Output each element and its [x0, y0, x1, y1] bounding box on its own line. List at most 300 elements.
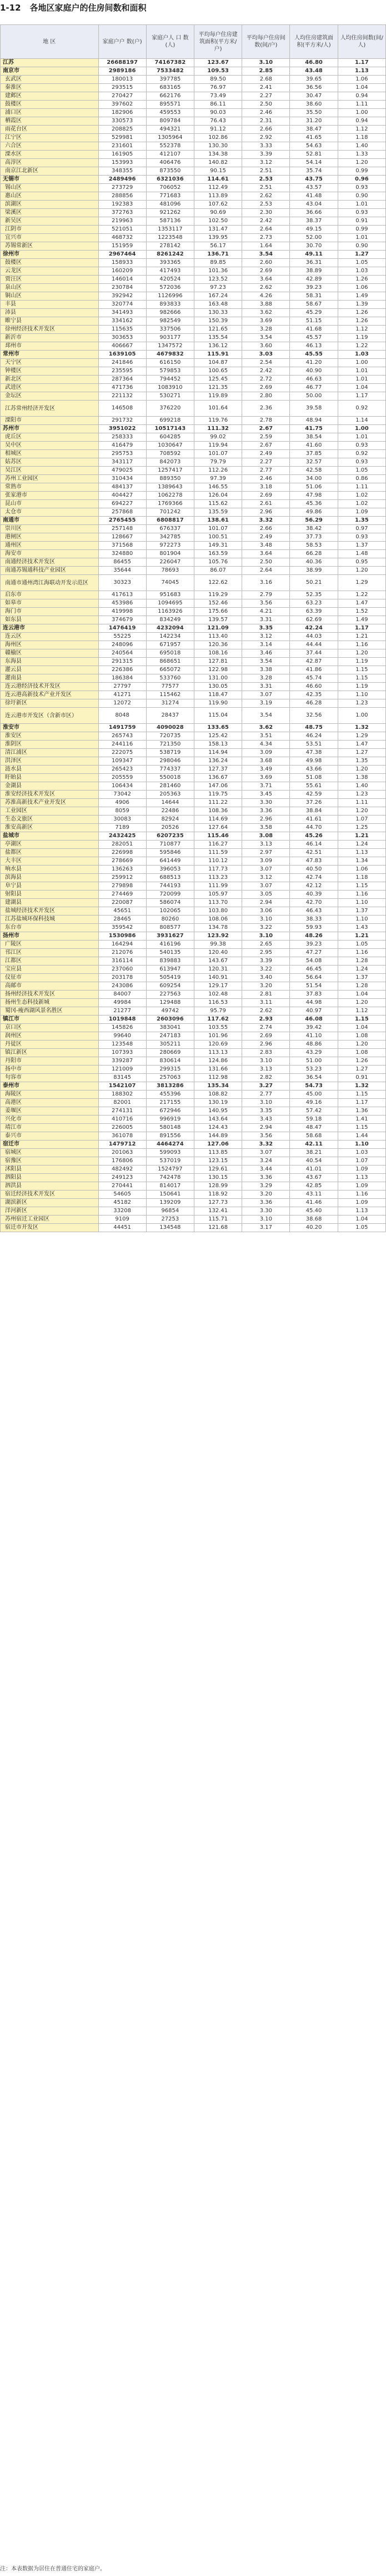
region-name-cell: 蜀冈-瘦西湖风景名胜区	[1, 1007, 99, 1016]
value-cell: 39.23	[290, 284, 338, 292]
value-cell: 834249	[146, 616, 194, 624]
region-name-cell: 张家港市	[1, 492, 99, 500]
value-cell: 1.40	[338, 782, 385, 791]
value-cell: 2.94	[242, 1124, 290, 1132]
value-cell: 3951022	[98, 425, 146, 433]
table-row	[1, 259, 386, 267]
value-cell: 129.61	[194, 1166, 242, 1174]
value-cell: 1.49	[338, 616, 385, 624]
value-cell: 89.85	[194, 259, 242, 267]
value-cell: 128667	[98, 533, 146, 542]
region-name-cell: 连云港高新技术产业开发区	[1, 691, 99, 699]
value-cell: 420524	[146, 276, 194, 284]
value-cell: 150641	[146, 1191, 194, 1199]
value-cell: 231601	[98, 142, 146, 151]
table-row	[1, 1224, 386, 1232]
table-row-region	[1, 425, 386, 433]
value-cell: 1.17	[338, 1099, 385, 1107]
value-cell: 42.12	[290, 882, 338, 891]
value-cell: 1.09	[338, 1182, 385, 1191]
value-cell: 1.10	[338, 691, 385, 699]
table-row	[1, 1149, 386, 1157]
value-cell: 3.35	[242, 1107, 290, 1116]
table-row	[1, 683, 386, 691]
table-row	[1, 741, 386, 749]
region-name-cell: 苏淮高新技术产业开发区	[1, 799, 99, 807]
value-cell: 116.27	[194, 841, 242, 849]
region-name-cell: 连云港市	[1, 624, 99, 633]
region-name-cell: 昆山市	[1, 500, 99, 508]
value-cell: 109.53	[194, 67, 242, 76]
value-cell: 1.04	[338, 84, 385, 92]
value-cell: 192383	[98, 201, 146, 209]
value-cell: 123.67	[194, 59, 242, 67]
value-cell: 130.19	[194, 1099, 242, 1107]
table-row	[1, 475, 386, 483]
table-row-region	[1, 832, 386, 841]
value-cell: 3.68	[242, 757, 290, 766]
value-cell: 176806	[98, 1157, 146, 1166]
table-row	[1, 201, 386, 209]
value-cell: 2.51	[242, 167, 290, 176]
value-cell: 57.42	[290, 1107, 338, 1116]
region-name-cell: 南京市	[1, 67, 99, 76]
value-cell: 45651	[98, 907, 146, 916]
table-row	[1, 209, 386, 217]
value-cell: 118.47	[194, 691, 242, 699]
value-cell: 1.21	[338, 633, 385, 641]
value-cell: 706052	[146, 184, 194, 192]
value-cell: 113.70	[194, 899, 242, 907]
value-cell: 1083910	[146, 384, 194, 392]
value-cell: 1.26	[338, 276, 385, 284]
value-cell: 43.11	[290, 1191, 338, 1199]
region-name-cell: 南通市	[1, 517, 99, 525]
region-name-cell: 如东县	[1, 616, 99, 624]
value-cell: 45.40	[290, 1207, 338, 1216]
region-name-cell: 浦口区	[1, 109, 99, 117]
value-cell: 1.15	[338, 674, 385, 683]
value-cell: 1.02	[338, 492, 385, 500]
region-name-cell: 淮阴区	[1, 741, 99, 749]
value-cell: 45.74	[290, 674, 338, 683]
table-row-region	[1, 932, 386, 941]
value-cell: 58.68	[290, 1132, 338, 1141]
region-name-cell: 南通市通州湾江海联动开发示范区	[1, 575, 99, 591]
value-cell: 1.44	[338, 1132, 385, 1141]
region-name-cell: 灌云县	[1, 666, 99, 674]
table-row	[1, 334, 386, 342]
value-cell: 2.83	[242, 1049, 290, 1057]
value-cell: 2.73	[242, 234, 290, 242]
value-cell: 34.00	[290, 475, 338, 483]
value-cell: 102.48	[194, 991, 242, 999]
region-name-cell: 兴化市	[1, 1116, 99, 1124]
value-cell: 694227	[98, 500, 146, 508]
value-cell: 3.31	[242, 683, 290, 691]
value-cell: 3.40	[242, 974, 290, 982]
value-cell: 2.69	[242, 492, 290, 500]
table-row	[1, 483, 386, 492]
value-cell: 152.46	[194, 599, 242, 608]
value-cell: 41.48	[290, 192, 338, 201]
table-row	[1, 899, 386, 907]
value-cell: 3.30	[242, 799, 290, 807]
value-cell: 101.07	[194, 525, 242, 533]
value-cell: 676337	[146, 525, 194, 533]
region-name-cell: 苏锡常新区	[1, 242, 99, 251]
value-cell: 115.46	[194, 832, 242, 841]
value-cell: 124.86	[194, 1057, 242, 1066]
value-cell: 105.97	[194, 891, 242, 899]
value-cell: 341493	[98, 309, 146, 317]
value-cell: 42.87	[290, 658, 338, 666]
value-cell: 48.94	[290, 417, 338, 425]
value-cell: 112.98	[194, 1074, 242, 1082]
value-cell: 1.00	[338, 359, 385, 367]
region-name-cell: 广陵区	[1, 941, 99, 949]
value-cell: 2.51	[242, 184, 290, 192]
value-cell: 2.49	[242, 533, 290, 542]
value-cell: 2.64	[242, 567, 290, 575]
value-cell: 293515	[98, 84, 146, 92]
value-cell: 53.51	[290, 741, 338, 749]
table-row	[1, 708, 386, 724]
value-cell: 359542	[98, 924, 146, 932]
table-title	[0, 2, 147, 13]
value-cell: 110.12	[194, 857, 242, 866]
value-cell: 2489496	[98, 176, 146, 184]
value-cell: 127.81	[194, 658, 242, 666]
value-cell: 62.69	[290, 616, 338, 624]
table-row	[1, 782, 386, 791]
value-cell: 51.00	[290, 1057, 338, 1066]
value-cell: 371568	[98, 542, 146, 550]
value-cell: 41.65	[290, 134, 338, 142]
value-cell: 42.35	[290, 691, 338, 699]
value-cell: 86455	[98, 558, 146, 567]
value-cell: 46.14	[290, 841, 338, 849]
value-cell: 46.45	[290, 966, 338, 974]
value-cell: 41.10	[290, 1032, 338, 1041]
table-row	[1, 816, 386, 824]
value-cell: 161905	[98, 151, 146, 159]
value-cell: 572036	[146, 284, 194, 292]
region-name-cell: 宝应县	[1, 966, 99, 974]
value-cell: 42.89	[290, 276, 338, 284]
value-cell: 237060	[98, 966, 146, 974]
value-cell: 2.42	[242, 367, 290, 376]
table-row	[1, 941, 386, 949]
value-cell: 123.52	[194, 276, 242, 284]
value-cell: 134.38	[194, 151, 242, 159]
region-name-cell: 新沂市	[1, 334, 99, 342]
region-name-cell: 溧水区	[1, 151, 99, 159]
value-cell: 482492	[98, 1166, 146, 1174]
region-name-cell: 苏州工业园区	[1, 475, 99, 483]
value-cell: 1.04	[338, 1216, 385, 1224]
table-row	[1, 384, 386, 392]
value-cell: 163.59	[194, 550, 242, 558]
value-cell: 42.51	[290, 849, 338, 857]
region-name-cell: 丹徒区	[1, 1041, 99, 1049]
value-cell: 2.53	[242, 176, 290, 184]
table-row	[1, 467, 386, 475]
region-name-cell: 高邮市	[1, 982, 99, 991]
value-cell: 410716	[98, 1116, 146, 1124]
region-name-cell: 无锡市	[1, 176, 99, 184]
value-cell: 45.26	[290, 832, 338, 841]
value-cell: 2.95	[242, 949, 290, 957]
table-row-region	[1, 624, 386, 633]
value-cell: 1.48	[338, 550, 385, 558]
table-row	[1, 184, 386, 192]
value-cell: 1479712	[98, 1141, 146, 1149]
value-cell: 3.32	[242, 1141, 290, 1149]
value-cell: 586074	[146, 899, 194, 907]
value-cell: 40.90	[290, 367, 338, 376]
value-cell: 2.69	[242, 1032, 290, 1041]
value-cell: 55.61	[290, 782, 338, 791]
table-row	[1, 799, 386, 807]
value-cell: 125.45	[194, 376, 242, 384]
value-cell: 0.99	[338, 226, 385, 234]
value-cell: 235595	[98, 367, 146, 376]
region-name-cell: 溧阳市	[1, 417, 99, 425]
value-cell: 230784	[98, 284, 146, 292]
value-cell: 111.32	[194, 425, 242, 433]
value-cell: 104.87	[194, 359, 242, 367]
value-cell: 163.48	[194, 301, 242, 309]
value-cell: 3.12	[242, 159, 290, 167]
region-name-cell: 鼓楼区	[1, 259, 99, 267]
value-cell: 710877	[146, 841, 194, 849]
region-name-cell: 京口区	[1, 1024, 99, 1032]
table-row	[1, 749, 386, 757]
value-cell: 3.13	[242, 841, 290, 849]
value-cell: 4.21	[242, 608, 290, 616]
value-cell: 1.41	[338, 1116, 385, 1124]
value-cell: 1.17	[338, 392, 385, 401]
value-cell: 1.12	[338, 1007, 385, 1016]
value-cell: 3.13	[242, 1066, 290, 1074]
value-cell: 3.39	[242, 151, 290, 159]
value-cell: 2765455	[98, 517, 146, 525]
value-cell: 383041	[146, 1024, 194, 1032]
value-cell: 102.86	[194, 134, 242, 142]
value-cell: 1530986	[98, 932, 146, 941]
value-cell: 139209	[146, 1199, 194, 1207]
value-cell: 47.98	[290, 492, 338, 500]
value-cell: 2.41	[242, 84, 290, 92]
table-row	[1, 1007, 386, 1016]
value-cell: 1.37	[338, 907, 385, 916]
region-name-cell: 建邺区	[1, 92, 99, 101]
value-cell: 201063	[98, 1149, 146, 1157]
value-cell: 3.09	[242, 857, 290, 866]
table-row	[1, 151, 386, 159]
value-cell: 2.92	[242, 134, 290, 142]
value-cell: 0.93	[338, 458, 385, 467]
value-cell: 146014	[98, 276, 146, 284]
table-row	[1, 292, 386, 301]
value-cell: 1.23	[338, 791, 385, 799]
value-cell: 48.47	[290, 1124, 338, 1132]
value-cell: 248096	[98, 641, 146, 649]
value-cell: 2.96	[242, 1041, 290, 1049]
value-cell: 1.24	[338, 966, 385, 974]
value-cell: 4232094	[146, 624, 194, 633]
table-row	[1, 317, 386, 326]
value-cell: 1.20	[338, 159, 385, 167]
value-cell: 3.20	[242, 1191, 290, 1199]
region-name-cell: 邳州市	[1, 342, 99, 351]
region-name-cell: 新吴区	[1, 217, 99, 226]
value-cell: 131.47	[194, 226, 242, 234]
value-cell: 873550	[146, 167, 194, 176]
region-name-cell: 洋河新区	[1, 1207, 99, 1216]
table-row	[1, 1166, 386, 1174]
table-row	[1, 284, 386, 292]
value-cell: 41.68	[290, 326, 338, 334]
value-cell: 744193	[146, 882, 194, 891]
value-cell: 2.42	[242, 217, 290, 226]
value-cell: 1223548	[146, 234, 194, 242]
value-cell: 108.16	[194, 649, 242, 658]
value-cell: 136.67	[194, 774, 242, 782]
value-cell: 540135	[146, 949, 194, 957]
value-cell: 40.97	[290, 1007, 338, 1016]
value-cell: 3.33	[242, 142, 290, 151]
value-cell: 455396	[146, 1091, 194, 1099]
value-cell: 1.20	[338, 999, 385, 1007]
table-row	[1, 276, 386, 284]
table-row	[1, 774, 386, 782]
value-cell: 1.12	[338, 326, 385, 334]
value-cell: 41.46	[290, 1199, 338, 1207]
value-cell: 0.95	[338, 558, 385, 567]
region-name-cell: 太仓市	[1, 508, 99, 517]
value-cell: 143.67	[194, 957, 242, 966]
region-name-cell: 盐城市	[1, 832, 99, 841]
value-cell: 37.85	[290, 450, 338, 458]
region-name-cell: 赣榆区	[1, 649, 99, 658]
value-cell: 3.44	[242, 1166, 290, 1174]
value-cell: 130.05	[194, 683, 242, 691]
value-cell: 46.77	[290, 384, 338, 392]
value-cell: 39.65	[290, 76, 338, 84]
value-cell: 117.73	[194, 866, 242, 874]
table-row	[1, 1191, 386, 1199]
table-row	[1, 1074, 386, 1082]
value-cell: 114.69	[194, 816, 242, 824]
value-cell: 111.59	[194, 849, 242, 857]
table-row	[1, 974, 386, 982]
value-cell: 274469	[98, 891, 146, 899]
value-cell: 46.60	[290, 683, 338, 691]
value-cell: 129488	[146, 999, 194, 1007]
value-cell: 48.86	[290, 1041, 338, 1049]
value-cell: 3.64	[242, 276, 290, 284]
value-cell: 1.15	[338, 1091, 385, 1099]
value-cell: 0.93	[338, 442, 385, 450]
value-cell: 265423	[98, 766, 146, 774]
value-cell: 131.00	[194, 674, 242, 683]
value-cell: 1.16	[338, 1191, 385, 1199]
value-cell: 3.69	[242, 774, 290, 782]
table-row	[1, 242, 386, 251]
value-cell: 3.62	[242, 724, 290, 732]
value-cell: 1.01	[338, 201, 385, 209]
value-cell: 1305964	[146, 134, 194, 142]
value-cell: 3.28	[242, 326, 290, 334]
value-cell: 35.50	[290, 109, 338, 117]
table-row	[1, 591, 386, 599]
value-cell: 1.21	[338, 932, 385, 941]
value-cell: 121.35	[194, 384, 242, 392]
value-cell: 136.71	[194, 251, 242, 259]
value-cell: 134548	[146, 1224, 194, 1232]
value-cell: 63.39	[290, 608, 338, 616]
value-cell: 82001	[98, 1099, 146, 1107]
value-cell: 1.26	[338, 317, 385, 326]
value-cell: 2.69	[242, 267, 290, 276]
region-name-cell: 泗阳县	[1, 1174, 99, 1182]
value-cell: 30.47	[290, 92, 338, 101]
table-row	[1, 882, 386, 891]
value-cell: 227563	[146, 991, 194, 999]
value-cell: 1.20	[338, 567, 385, 575]
value-cell: 287364	[98, 376, 146, 384]
value-cell: 56.29	[290, 517, 338, 525]
value-cell: 1.05	[338, 259, 385, 267]
value-cell: 8261242	[146, 251, 194, 259]
value-cell: 146.55	[194, 483, 242, 492]
value-cell: 53.23	[290, 1066, 338, 1074]
value-cell: 4090028	[146, 724, 194, 732]
value-cell: 27797	[98, 683, 146, 691]
value-cell: 2.79	[242, 591, 290, 599]
value-cell: 1.19	[338, 658, 385, 666]
value-cell: 3.10	[242, 1099, 290, 1107]
value-cell: 494321	[146, 126, 194, 134]
value-cell: 1.16	[338, 949, 385, 957]
value-cell: 46.08	[290, 1016, 338, 1024]
value-cell: 31.20	[290, 117, 338, 126]
value-cell: 552378	[146, 142, 194, 151]
value-cell: 2.54	[242, 359, 290, 367]
region-name-cell: 云龙区	[1, 267, 99, 276]
region-name-cell: 徐州市	[1, 251, 99, 259]
value-cell: 36.56	[290, 84, 338, 92]
region-name-cell: 扬州市	[1, 932, 99, 941]
value-cell: 58.53	[290, 542, 338, 550]
value-cell: 3.45	[242, 791, 290, 799]
value-cell: 54.14	[290, 159, 338, 167]
value-cell: 1.13	[338, 849, 385, 857]
table-row-region	[1, 1141, 386, 1149]
value-cell: 1.07	[338, 816, 385, 824]
value-cell: 56.17	[194, 242, 242, 251]
region-name-cell: 六合区	[1, 142, 99, 151]
value-cell: 4.26	[242, 292, 290, 301]
region-name-cell: 江苏常州经济开发区	[1, 401, 99, 417]
value-cell: 44.98	[290, 999, 338, 1007]
value-cell: 0.91	[338, 217, 385, 226]
value-cell: 1257417	[146, 467, 194, 475]
value-cell: 43.48	[290, 67, 338, 76]
region-name-cell: 润州区	[1, 1032, 99, 1041]
